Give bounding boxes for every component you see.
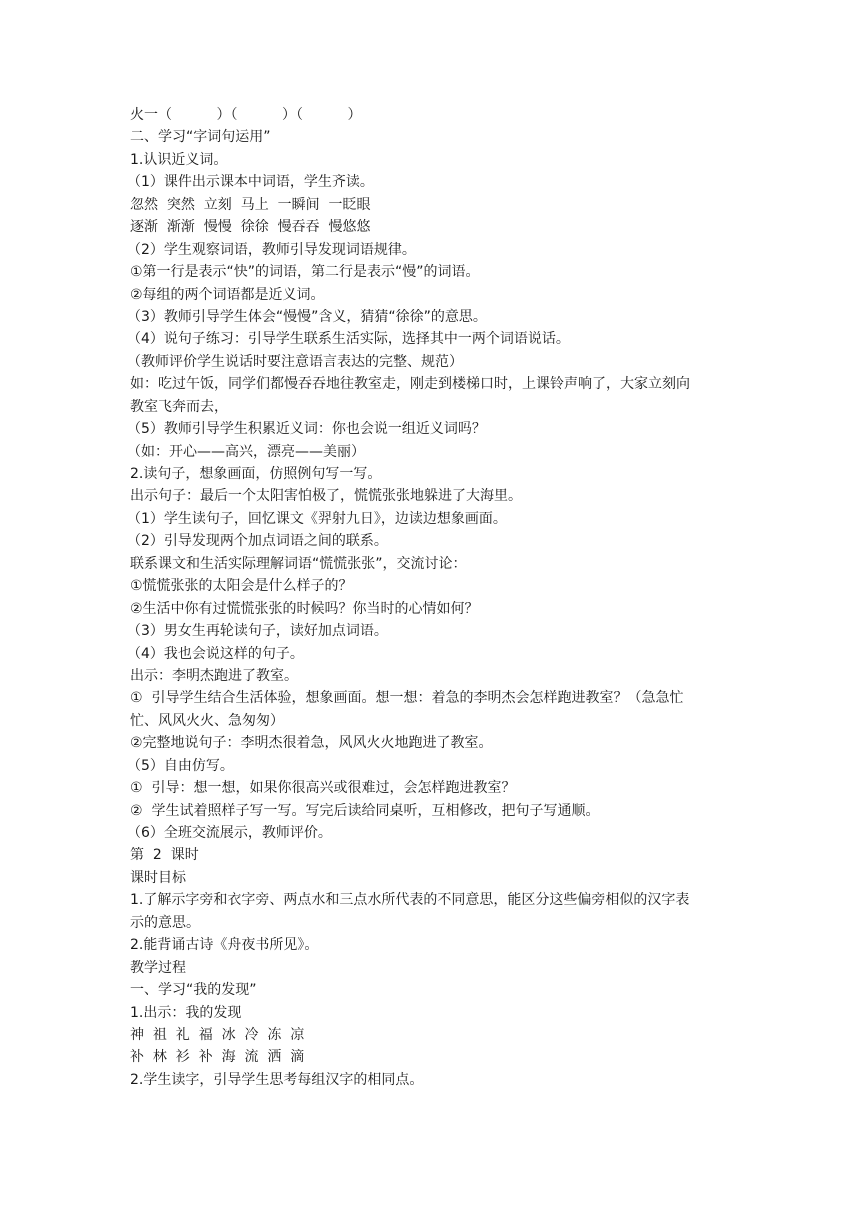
text-line: （6）全班交流展示，教师评价。 — [127, 825, 332, 841]
text-line: ① 引导：想一想，如果你很高兴或很难过，会怎样跑进教室？ — [130, 780, 516, 797]
text-line: （5）教师引导学生积累近义词：你也会说一组近义词吗？ — [127, 421, 486, 438]
text-line: 2.学生读字，引导学生思考每组汉字的相同点。 — [130, 1071, 424, 1088]
text-line: （1）课件出示课本中词语，学生齐读。 — [127, 174, 374, 191]
text-line: （3）男女生再轮读句子，读好加点词语。 — [127, 623, 388, 640]
text-line: ① 引导学生结合生活体验，想象画面。想一想：着急的李明杰会怎样跑进教室？（急急忙 — [130, 690, 684, 707]
text-line: 忙、风风火火、急匆匆） — [130, 712, 284, 729]
section-heading: 二、学习“字词句运用” — [130, 129, 271, 146]
text-line: 1.出示：我的发现 — [130, 1004, 242, 1021]
text-line: 1.认识近义词。 — [130, 151, 228, 168]
character-row: 补 林 衫 补 海 流 洒 滴 — [130, 1049, 305, 1066]
text-line: ②每组的两个词语都是近义词。 — [130, 286, 325, 303]
section-heading: 一、学习“我的发现” — [130, 982, 257, 999]
text-line: ①第一行是表示“快”的词语，第二行是表示“慢”的词语。 — [130, 264, 480, 281]
text-line: 教室飞奔而去， — [130, 398, 228, 415]
text-line: （2）学生观察词语，教师引导发现词语规律。 — [127, 241, 416, 258]
text-line: ②完整地说句子：李明杰很着急，风风火火地跑进了教室。 — [130, 735, 493, 752]
text-line: （4）我也会说这样的句子。 — [127, 645, 304, 662]
text-line: （4）说句子练习：引导学生联系生活实际，选择其中一两个词语说话。 — [127, 331, 570, 348]
text-line: 1.了解示字旁和衣字旁、两点水和三点水所代表的不同意思，能区分这些偏旁相似的汉字表 — [130, 892, 690, 909]
text-line: 出示：李明杰跑进了教室。 — [130, 667, 298, 684]
text-line: 示的意思。 — [130, 914, 200, 931]
word-row: 逐渐 渐渐 慢慢 徐徐 慢吞吞 慢悠悠 — [130, 219, 371, 236]
section-heading: 课时目标 — [130, 869, 186, 886]
document-page — [127, 104, 740, 1091]
text-line: （5）自由仿写。 — [127, 757, 234, 774]
character-row: 神 祖 礼 福 冰 冷 冻 凉 — [130, 1026, 305, 1043]
text-line: （3）教师引导学生体会“慢慢”含义，猜猜“徐徐”的意思。 — [127, 308, 487, 325]
text-line: ②生活中你有过慌慌张张的时候吗？你当时的心情如何？ — [130, 600, 479, 617]
text-line: ② 学生试着照样子写一写。写完后读给同桌听，互相修改，把句子写通顺。 — [130, 802, 600, 819]
text-line: 联系课文和生活实际理解词语“慌慌张张”，交流讨论： — [130, 555, 467, 572]
text-line: 火一（ ）（ ）（ ） — [130, 107, 362, 123]
lesson-heading: 第 2 课时 — [130, 847, 199, 864]
text-line: （如：开心——高兴，漂亮——美丽） — [127, 443, 365, 460]
text-line: 出示句子：最后一个太阳害怕极了，慌慌张张地躲进了大海里。 — [130, 488, 522, 505]
section-heading: 教学过程 — [130, 959, 186, 976]
text-line: ①慌慌张张的太阳会是什么样子的？ — [130, 578, 353, 595]
text-line: （1）学生读句子，回忆课文《羿射九日》，边读边想象画面。 — [127, 510, 507, 527]
text-line: 2.读句子，想象画面，仿照例句写一写。 — [130, 466, 382, 482]
text-line: （教师评价学生说话时要注意语言表达的完整、规范） — [127, 353, 463, 370]
text-line: 2.能背诵古诗《舟夜书所见》。 — [130, 937, 319, 954]
text-line: （2）引导发现两个加点词语之间的联系。 — [127, 533, 388, 550]
text-line: 如：吃过午饭，同学们都慢吞吞地往教室走，刚走到楼梯口时，上课铃声响了，大家立刻向 — [130, 376, 690, 393]
word-row: 忽然 突然 立刻 马上 一瞬间 一眨眼 — [130, 196, 371, 213]
